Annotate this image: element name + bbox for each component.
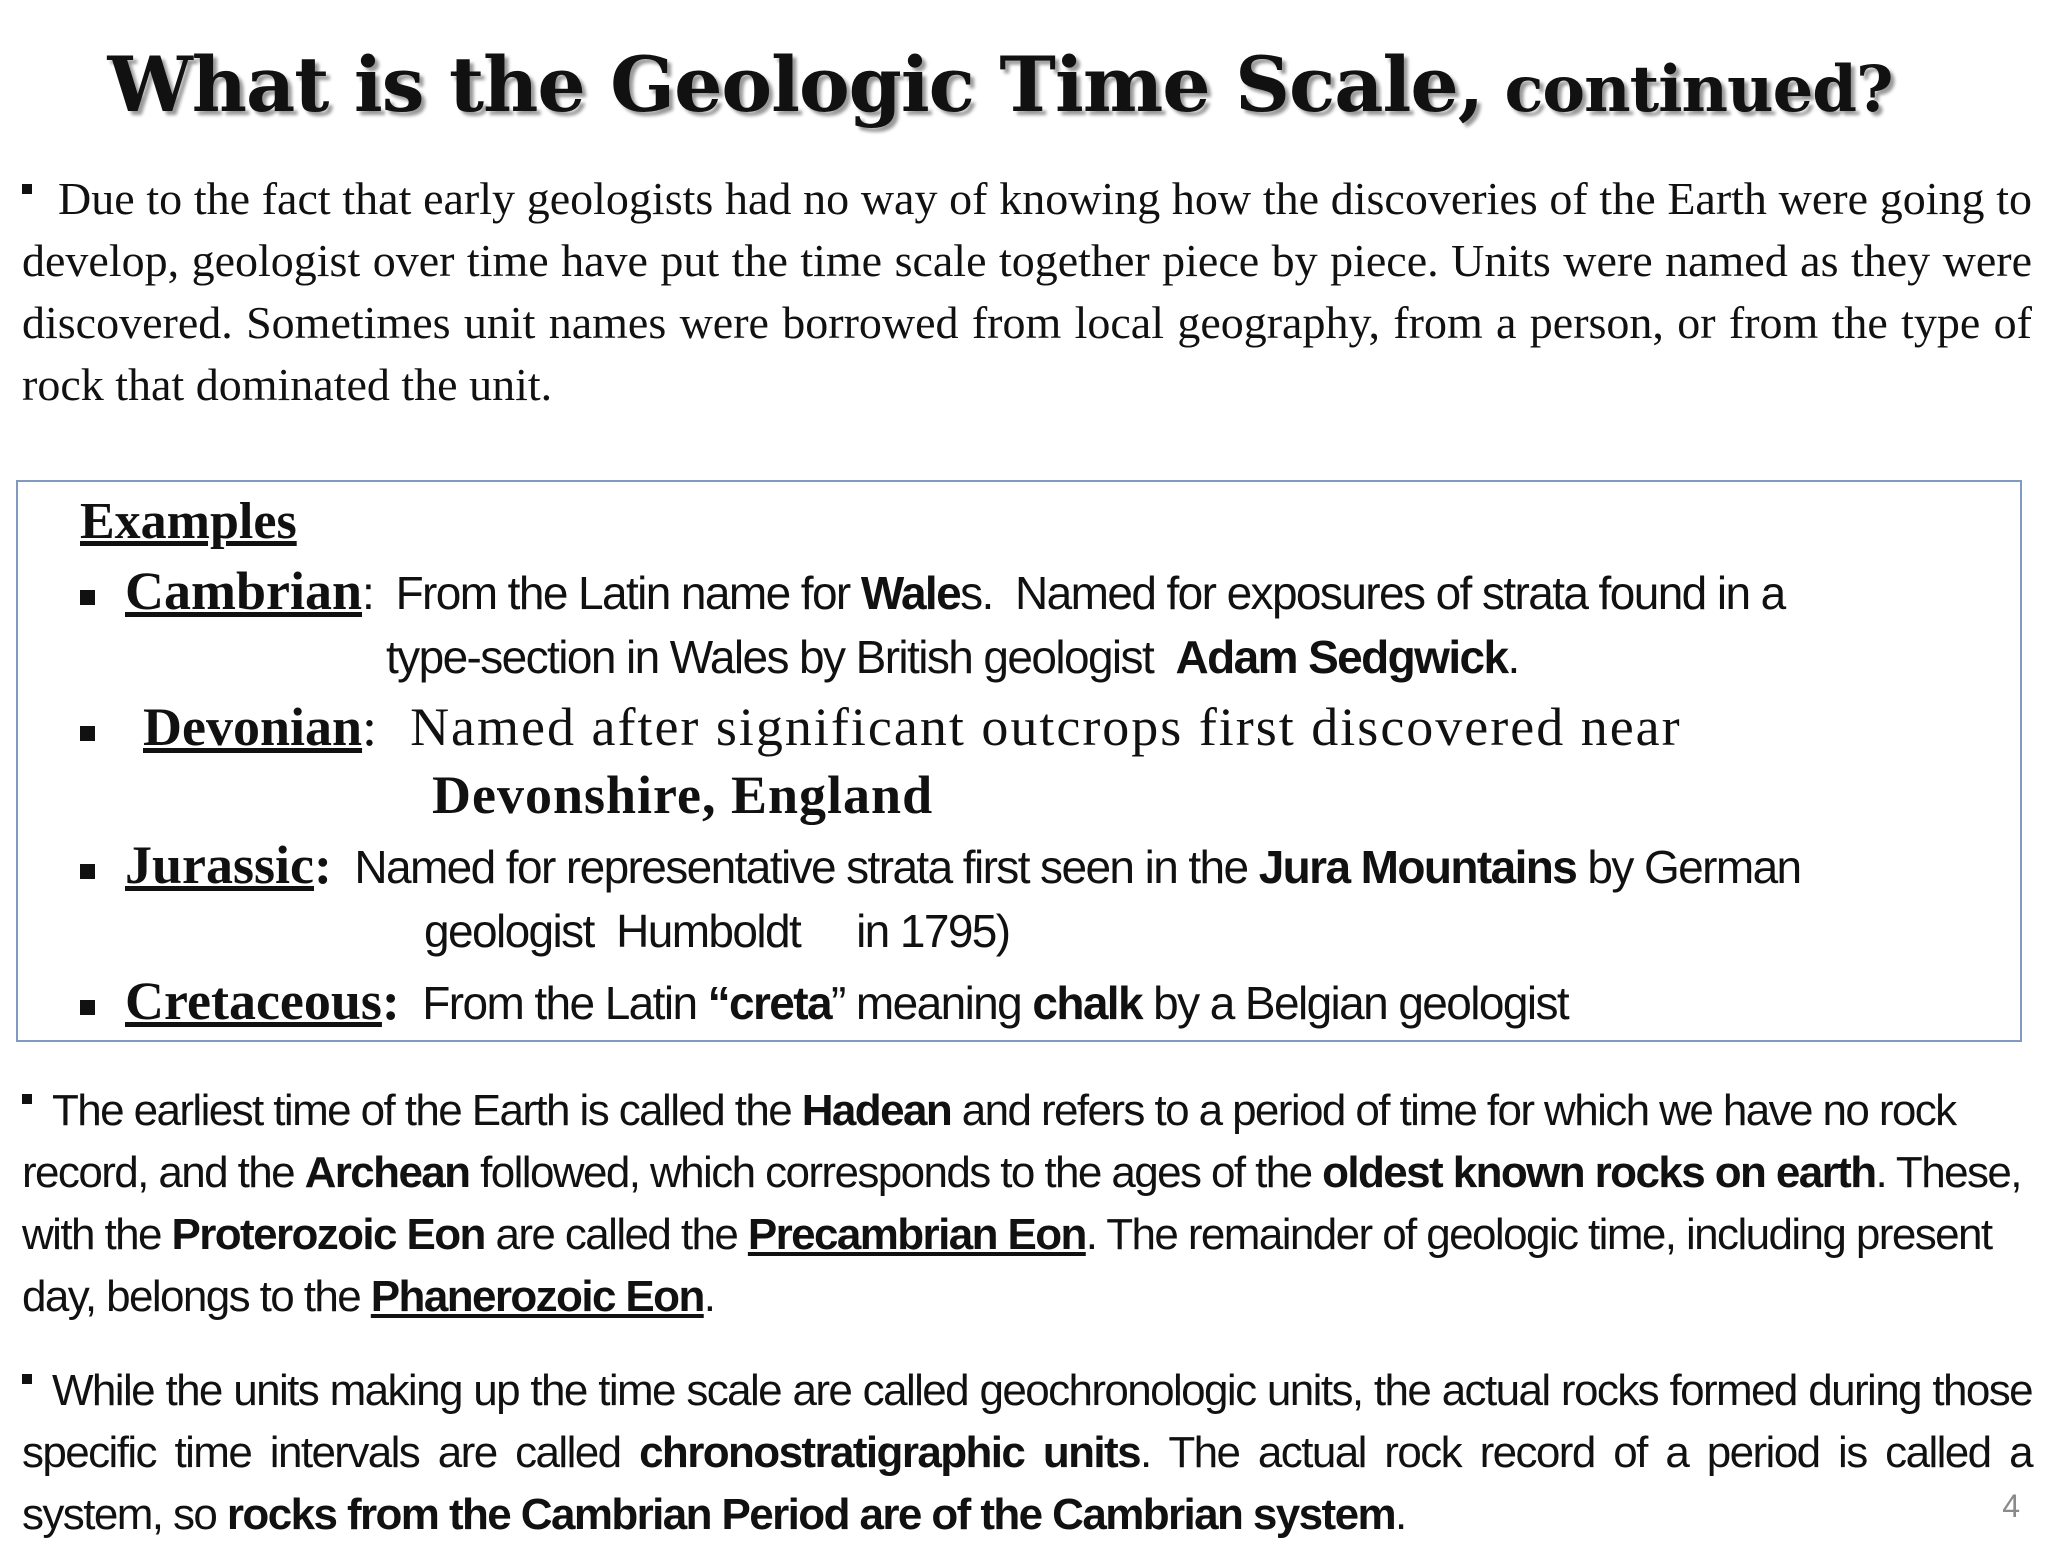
hadean-text-5: are called the [484, 1210, 748, 1259]
phanerozoic-eon: Phanerozoic Eon [370, 1272, 704, 1321]
precambrian-eon: Precambrian Eon [747, 1210, 1086, 1259]
bullet-icon [80, 590, 95, 605]
hadean-text-6: . The remainder of geologic time, including present day, belongs to the [22, 1210, 1992, 1321]
bullet-icon [22, 1374, 32, 1384]
cretaceous-name: Cretaceous [125, 971, 382, 1031]
hadean-bold-1: Hadean [801, 1086, 952, 1135]
bullet-icon [80, 1000, 95, 1015]
hadean-bold-2: Archean [304, 1148, 470, 1197]
example-cambrian [80, 560, 1785, 622]
units-bold-1: chronostratigraphic units [639, 1428, 1140, 1477]
intro-text: Due to the fact that early geologists had no way of knowing how the discoveries of the Earth were going to develop, geologist over time have put the time scale together piece by piece. Units were named as they were discovered. Sometimes unit names were borrowed from local geography, from a person, or from the type of rock that dominated the unit. [22, 173, 2032, 410]
devonian-text-1: Named after significant outcrops first discovered near [379, 697, 1682, 757]
intro-paragraph [22, 168, 2032, 416]
jurassic-line-2 [424, 904, 1010, 958]
cambrian-text-2: s. Named for exposures of strata found in a [960, 567, 1785, 619]
units-text-3: . [1394, 1490, 1406, 1539]
colon: : [314, 835, 332, 895]
devonian-line-2 [432, 764, 933, 826]
units-paragraph [22, 1360, 2032, 1546]
colon: : [381, 971, 400, 1031]
units-bold-2: rocks from the Cambrian Period are of the Cambrian system [226, 1490, 1395, 1539]
example-jurassic [80, 834, 1801, 896]
slide-title [0, 40, 2000, 129]
jurassic-text-2: by German [1576, 841, 1801, 893]
devonian-bold-1: Devonshire, England [432, 765, 934, 825]
bullet-icon [22, 184, 32, 194]
hadean-text-4: . These, with the [22, 1148, 2021, 1259]
units-text-2: . The actual rock record of a period is called a system, so [22, 1428, 2032, 1539]
example-cretaceous [80, 970, 1568, 1032]
cretaceous-bold-1: “creta [707, 977, 831, 1029]
title-suffix: continued? [1483, 52, 1893, 127]
cretaceous-bold-2: chalk [1032, 977, 1142, 1029]
examples-box [16, 480, 2022, 1042]
colon: : [362, 697, 380, 757]
example-devonian [80, 696, 1682, 758]
hadean-text-3: followed, which corresponds to the ages of the [469, 1148, 1323, 1197]
jurassic-text-3: geologist Humboldt in 1795) [424, 905, 1010, 957]
cambrian-text-1: From the Latin name for [373, 567, 861, 619]
cambrian-text-4: . [1507, 631, 1519, 683]
title-main: What is the Geologic Time Scale, [107, 40, 1484, 129]
hadean-paragraph [22, 1080, 2032, 1328]
cambrian-bold-2: Adam Sedgwick [1175, 631, 1508, 683]
cambrian-text-3: type-section in Wales by British geologist [386, 631, 1176, 683]
jurassic-name: Jurassic [125, 835, 314, 895]
cambrian-bold-1: Wale [860, 567, 961, 619]
units-text-1: While the units making up the time scale are called geochronologic units, the actual rocks formed during those specific time intervals are called [22, 1366, 2032, 1477]
page-number: 4 [2002, 1488, 2020, 1524]
devonian-name: Devonian [143, 697, 363, 757]
bullet-icon [22, 1094, 32, 1104]
cretaceous-text-3: by a Belgian geologist [1141, 977, 1569, 1029]
bullet-icon [80, 864, 95, 879]
hadean-bold-4: Proterozoic Eon [171, 1210, 485, 1259]
examples-heading: Examples [80, 493, 297, 550]
jurassic-text-1: Named for representative strata first seen in the [331, 841, 1259, 893]
bullet-icon [80, 726, 95, 741]
hadean-text-1: The earliest time of the Earth is called the [52, 1086, 802, 1135]
hadean-text-2: and refers to a period of time for which we have no rock record, and the [22, 1086, 1956, 1197]
hadean-text-7: . [703, 1272, 715, 1321]
cretaceous-text-2: ” meaning [831, 977, 1033, 1029]
cambrian-line-2 [386, 630, 1519, 684]
cambrian-name: Cambrian [125, 561, 363, 621]
colon: : [362, 567, 374, 619]
jurassic-bold-1: Jura Mountains [1258, 841, 1577, 893]
hadean-bold-3: oldest known rocks on earth [1322, 1148, 1876, 1197]
cretaceous-text-1: From the Latin [399, 977, 708, 1029]
